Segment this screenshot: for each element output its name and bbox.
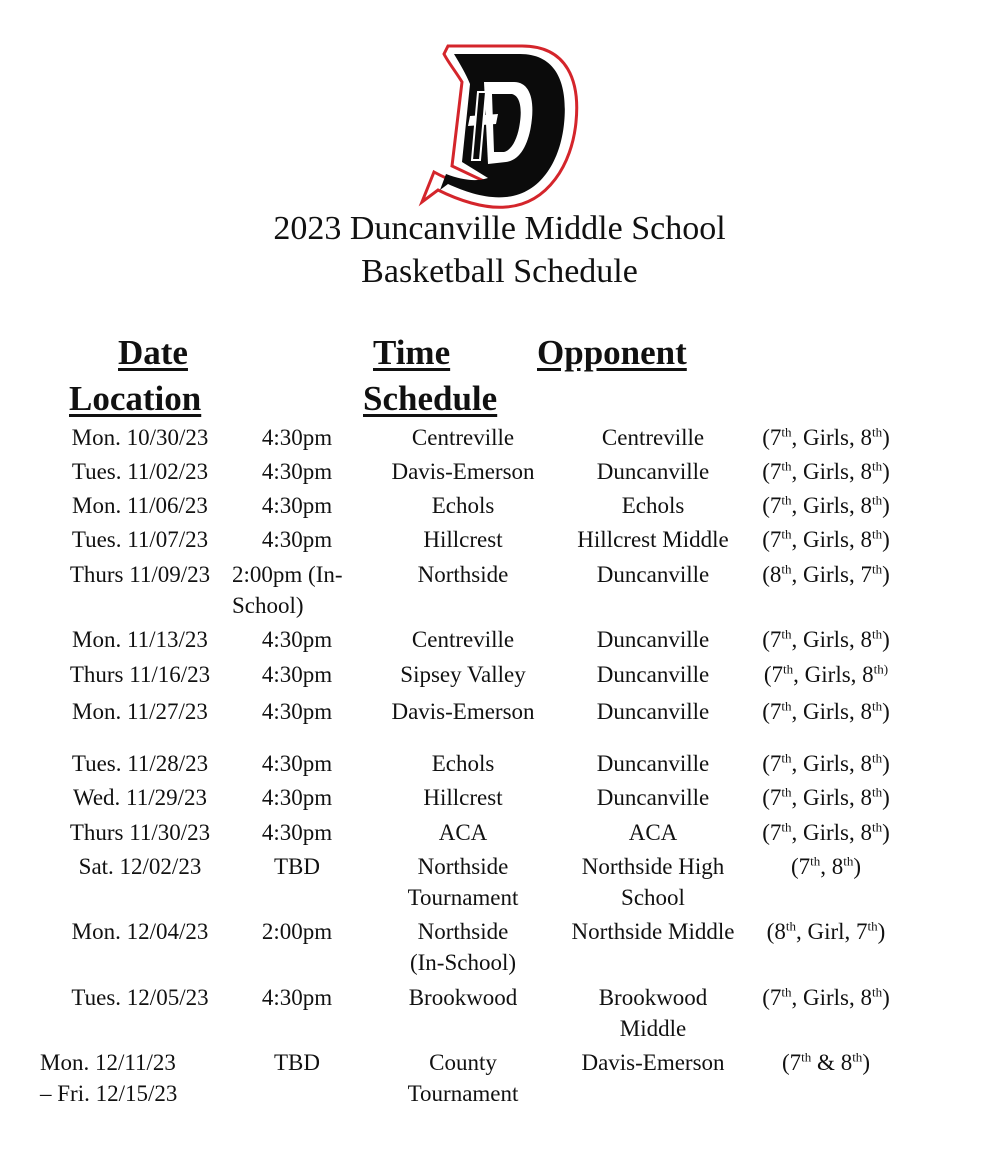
time-cell-line: 4:30pm — [261, 459, 333, 484]
time-cell — [232, 817, 362, 848]
teams-text: ) — [882, 785, 890, 810]
opponent-cell-line: ACA — [438, 820, 488, 845]
teams-text: 7 — [769, 820, 782, 845]
time-cell — [232, 456, 362, 487]
location-cell-line: Hillcrest Middle — [577, 527, 729, 552]
school-d-logo — [418, 42, 583, 210]
location-cell-line: School — [621, 885, 685, 910]
location-cell-line: Middle — [619, 1016, 687, 1041]
ordinal-suffix: th — [872, 784, 883, 800]
time-cell — [232, 748, 362, 779]
teams-cell — [740, 1047, 912, 1078]
location-cell-line: Echols — [621, 493, 685, 518]
teams-text: ) — [882, 985, 890, 1010]
teams-text: 8 — [860, 785, 872, 810]
header-date: Date — [118, 333, 188, 372]
time-cell-line: TBD — [274, 1050, 320, 1075]
header-schedule: Schedule — [363, 379, 498, 418]
opponent-cell-line: Brookwood — [408, 985, 518, 1010]
date-cell — [40, 456, 240, 487]
ordinal-suffix: th — [872, 626, 883, 642]
teams-text: ( — [782, 1050, 790, 1075]
teams-cell — [740, 456, 912, 487]
opponent-cell-line: Centreville — [411, 425, 515, 450]
teams-text: ) — [882, 459, 890, 484]
date-cell-line: Mon. 10/30/23 — [71, 425, 209, 450]
time-cell — [232, 659, 362, 690]
ordinal-suffix: th — [867, 918, 878, 934]
opponent-cell — [363, 559, 563, 590]
opponent-cell — [363, 422, 563, 453]
time-cell-line: 4:30pm — [261, 699, 333, 724]
location-cell-line: Duncanville — [596, 662, 710, 687]
ordinal-suffix: th — [781, 492, 792, 508]
teams-text: ) — [882, 562, 890, 587]
opponent-cell — [363, 748, 563, 779]
date-cell-line: Thurs 11/16/23 — [69, 662, 211, 687]
teams-cell — [740, 817, 912, 848]
time-cell-line: 4:30pm — [261, 425, 333, 450]
teams-text: 8 — [860, 699, 872, 724]
location-cell-line: Northside Middle — [571, 919, 735, 944]
ordinal-suffix: th — [872, 698, 883, 714]
date-cell — [40, 851, 240, 882]
location-cell — [553, 916, 753, 947]
location-cell-line: Duncanville — [596, 751, 710, 776]
teams-text: , Girls, — [791, 627, 861, 652]
teams-text: ( — [762, 493, 770, 518]
opponent-cell — [363, 916, 563, 978]
ordinal-suffix: th — [810, 853, 821, 869]
page-subtitle: Basketball Schedule — [361, 253, 638, 290]
teams-text: 7 — [769, 459, 782, 484]
time-cell-line: 4:30pm — [261, 785, 333, 810]
page-title: 2023 Duncanville Middle School — [273, 210, 726, 247]
ordinal-suffix: th — [872, 492, 883, 508]
ordinal-suffix: th — [781, 424, 792, 440]
teams-text: 7 — [769, 627, 782, 652]
opponent-cell-line: Northside — [417, 562, 509, 587]
teams-text: , Girls, — [793, 662, 863, 687]
ordinal-suffix: th — [801, 1049, 812, 1065]
location-cell — [553, 490, 753, 521]
date-cell-line: Sat. 12/02/23 — [78, 854, 202, 879]
teams-text: 7 — [856, 919, 868, 944]
date-cell — [40, 817, 240, 848]
date-cell — [40, 524, 240, 555]
teams-text: ) — [882, 820, 890, 845]
teams-text: ( — [762, 820, 770, 845]
teams-text: 7 — [769, 527, 782, 552]
opponent-cell-line: Sipsey Valley — [400, 662, 526, 687]
teams-text: ( — [762, 627, 770, 652]
date-cell-line: Tues. 11/28/23 — [71, 751, 209, 776]
teams-text: ( — [763, 662, 772, 687]
teams-text: ( — [790, 854, 799, 879]
location-cell — [553, 559, 753, 590]
time-cell-line: 4:30pm — [261, 527, 333, 552]
opponent-cell-line: County — [429, 1050, 497, 1075]
teams-text: 8 — [840, 1050, 853, 1075]
opponent-cell — [363, 982, 563, 1013]
location-cell-line: Brookwood — [598, 985, 708, 1010]
ordinal-suffix: th — [781, 750, 792, 766]
teams-cell — [740, 659, 912, 690]
teams-text: 8 — [862, 662, 874, 687]
location-cell — [553, 624, 753, 655]
teams-cell — [740, 696, 912, 727]
location-cell — [553, 748, 753, 779]
teams-text: 8 — [774, 919, 786, 944]
location-cell-line: Duncanville — [596, 699, 710, 724]
teams-text: ) — [853, 854, 862, 879]
location-cell-line: Northside High — [581, 854, 725, 879]
ordinal-suffix: th — [872, 561, 883, 577]
location-cell-line: Duncanville — [596, 785, 710, 810]
location-cell-line: ACA — [628, 820, 678, 845]
location-cell-line: Duncanville — [596, 562, 710, 587]
ordinal-suffix: th — [781, 526, 792, 542]
header-location: Location — [69, 379, 202, 418]
opponent-cell-line: Hillcrest — [423, 785, 503, 810]
teams-text: 8 — [860, 751, 872, 776]
teams-text: , — [820, 854, 832, 879]
teams-cell — [740, 982, 912, 1013]
teams-text: ( — [762, 527, 770, 552]
teams-text: 8 — [860, 820, 872, 845]
teams-text: 7 — [769, 493, 782, 518]
date-cell-line: Thurs 11/30/23 — [69, 820, 211, 845]
teams-text: ( — [762, 785, 770, 810]
opponent-cell — [363, 817, 563, 848]
teams-text: ) — [882, 699, 890, 724]
date-cell — [40, 559, 240, 590]
opponent-cell-line: Centreville — [411, 627, 515, 652]
teams-text: ( — [762, 425, 770, 450]
ordinal-suffix: th — [781, 561, 792, 577]
opponent-cell — [363, 1047, 563, 1109]
date-cell — [40, 696, 240, 727]
opponent-cell-line: Davis-Emerson — [391, 459, 535, 484]
teams-text: ) — [882, 493, 890, 518]
teams-cell — [740, 748, 912, 779]
date-cell — [40, 748, 240, 779]
time-cell-line: 4:30pm — [261, 493, 333, 518]
teams-text: 7 — [789, 1050, 802, 1075]
location-cell — [553, 1047, 753, 1078]
date-cell — [40, 916, 240, 947]
teams-text: ( — [762, 562, 770, 587]
teams-text: ( — [766, 919, 775, 944]
location-cell — [553, 817, 753, 848]
teams-cell — [740, 490, 912, 521]
teams-text: 8 — [860, 627, 872, 652]
teams-text: 8 — [860, 425, 872, 450]
teams-text: ) — [882, 527, 890, 552]
opponent-cell — [363, 490, 563, 521]
teams-text: 8 — [860, 527, 872, 552]
time-cell-line: 4:30pm — [261, 751, 333, 776]
opponent-cell-line: (In-School) — [409, 950, 517, 975]
opponent-cell-line: Hillcrest — [423, 527, 503, 552]
opponent-cell-line: Tournament — [407, 885, 519, 910]
time-cell — [232, 524, 362, 555]
time-cell — [232, 782, 362, 813]
teams-text: , Girls, — [791, 493, 861, 518]
opponent-cell-line: Davis-Emerson — [391, 699, 535, 724]
ordinal-suffix: th — [781, 626, 792, 642]
teams-text: 8 — [769, 562, 782, 587]
time-cell — [232, 422, 362, 453]
teams-cell — [740, 559, 912, 590]
time-cell-line: 2:00pm — [261, 919, 333, 944]
location-cell — [553, 456, 753, 487]
teams-cell — [740, 782, 912, 813]
ordinal-suffix: th — [781, 784, 792, 800]
ordinal-suffix: th — [852, 1049, 863, 1065]
time-cell — [232, 982, 362, 1013]
date-cell — [40, 490, 240, 521]
ordinal-suffix: th — [872, 458, 883, 474]
date-cell-line: Tues. 12/05/23 — [71, 985, 209, 1010]
teams-text: 7 — [769, 751, 782, 776]
teams-text: , Girls, — [791, 820, 861, 845]
location-cell-line: Davis-Emerson — [581, 1050, 725, 1075]
date-cell — [40, 422, 240, 453]
teams-text: ) — [877, 919, 886, 944]
ordinal-suffix: th — [872, 984, 883, 1000]
teams-text: 7 — [798, 854, 811, 879]
time-cell — [232, 916, 362, 947]
teams-text: ) — [882, 751, 890, 776]
time-cell-line: 4:30pm — [261, 627, 333, 652]
opponent-cell — [363, 851, 563, 913]
teams-text: , Girls, — [791, 425, 861, 450]
date-cell-line: Mon. 11/13/23 — [72, 627, 208, 652]
ordinal-suffix: th — [872, 424, 883, 440]
location-cell-line: Centreville — [601, 425, 705, 450]
location-cell-line: Duncanville — [596, 459, 710, 484]
opponent-cell-line: Echols — [431, 751, 495, 776]
time-cell-line: 4:30pm — [261, 662, 333, 687]
teams-text: , Girls, — [791, 527, 861, 552]
date-cell-line: Mon. 12/11/23 — [40, 1050, 176, 1075]
date-cell — [40, 659, 240, 690]
date-cell — [40, 982, 240, 1013]
teams-text: 7 — [769, 985, 782, 1010]
date-cell-line: Mon. 11/27/23 — [72, 699, 208, 724]
teams-text: 7 — [860, 562, 872, 587]
location-cell — [553, 659, 753, 690]
teams-cell — [740, 422, 912, 453]
date-cell-line: Tues. 11/07/23 — [71, 527, 209, 552]
time-cell-line: School) — [232, 593, 304, 618]
logo-letter-d — [422, 46, 577, 207]
ordinal-suffix: th — [872, 526, 883, 542]
teams-text: 7 — [769, 425, 782, 450]
time-cell — [232, 624, 362, 655]
ordinal-suffix: th — [781, 819, 792, 835]
teams-text: 8 — [860, 459, 872, 484]
opponent-cell — [363, 696, 563, 727]
opponent-cell — [363, 659, 563, 690]
ordinal-suffix: th) — [873, 661, 889, 677]
teams-text: 7 — [771, 662, 784, 687]
date-cell — [40, 624, 240, 655]
teams-text: ( — [762, 985, 770, 1010]
time-cell-line: 4:30pm — [261, 985, 333, 1010]
time-cell-line: 2:00pm (In- — [232, 562, 343, 587]
time-cell-line: 4:30pm — [261, 820, 333, 845]
date-cell-line: Tues. 11/02/23 — [71, 459, 209, 484]
teams-cell — [740, 524, 912, 555]
ordinal-suffix: th — [783, 661, 794, 677]
date-cell-line: Thurs 11/09/23 — [69, 562, 211, 587]
teams-text: , Girls, — [791, 751, 861, 776]
location-cell-line: Duncanville — [596, 627, 710, 652]
header-time: Time — [373, 333, 451, 372]
location-cell — [553, 851, 753, 913]
time-cell — [232, 1047, 362, 1078]
teams-cell — [740, 916, 912, 947]
location-cell — [553, 782, 753, 813]
opponent-cell — [363, 782, 563, 813]
time-cell — [232, 559, 362, 621]
time-cell-line: TBD — [274, 854, 320, 879]
teams-text: 8 — [860, 493, 872, 518]
time-cell — [232, 490, 362, 521]
header-opponent: Opponent — [537, 333, 687, 372]
teams-text: 7 — [769, 785, 782, 810]
teams-text: , Girls, — [791, 985, 861, 1010]
teams-text: , Girl, — [795, 919, 857, 944]
teams-text: ( — [762, 459, 770, 484]
location-cell — [553, 422, 753, 453]
teams-text: 8 — [860, 985, 872, 1010]
date-cell-line: Wed. 11/29/23 — [72, 785, 207, 810]
opponent-cell-line: Northside — [417, 919, 509, 944]
date-cell-line: Mon. 12/04/23 — [71, 919, 209, 944]
opponent-cell — [363, 524, 563, 555]
teams-text: 8 — [831, 854, 844, 879]
teams-text: ( — [762, 751, 770, 776]
opponent-cell — [363, 624, 563, 655]
location-cell — [553, 696, 753, 727]
ordinal-suffix: th — [872, 750, 883, 766]
teams-text: , Girls, — [791, 562, 861, 587]
ordinal-suffix: th — [872, 819, 883, 835]
opponent-cell — [363, 456, 563, 487]
teams-text: , Girls, — [791, 459, 861, 484]
teams-text: ( — [762, 699, 770, 724]
ordinal-suffix: th — [781, 698, 792, 714]
date-cell-line: – Fri. 12/15/23 — [40, 1081, 178, 1106]
teams-text: , Girls, — [791, 699, 861, 724]
ordinal-suffix: th — [785, 918, 796, 934]
date-cell — [40, 782, 240, 813]
ordinal-suffix: th — [843, 853, 854, 869]
teams-text: ) — [882, 425, 890, 450]
location-cell — [553, 524, 753, 555]
opponent-cell-line: Echols — [431, 493, 495, 518]
teams-text: ) — [882, 627, 890, 652]
opponent-cell-line: Tournament — [407, 1081, 519, 1106]
ordinal-suffix: th — [781, 984, 792, 1000]
date-cell-line: Mon. 11/06/23 — [72, 493, 208, 518]
time-cell — [232, 851, 362, 882]
teams-text: ) — [862, 1050, 870, 1075]
time-cell — [232, 696, 362, 727]
ordinal-suffix: th — [781, 458, 792, 474]
date-cell — [40, 1047, 240, 1109]
teams-cell — [740, 624, 912, 655]
opponent-cell-line: Northside — [417, 854, 509, 879]
teams-text: & — [811, 1050, 841, 1075]
location-cell — [553, 982, 753, 1044]
teams-text: , Girls, — [791, 785, 861, 810]
teams-cell — [740, 851, 912, 882]
teams-text: 7 — [769, 699, 782, 724]
